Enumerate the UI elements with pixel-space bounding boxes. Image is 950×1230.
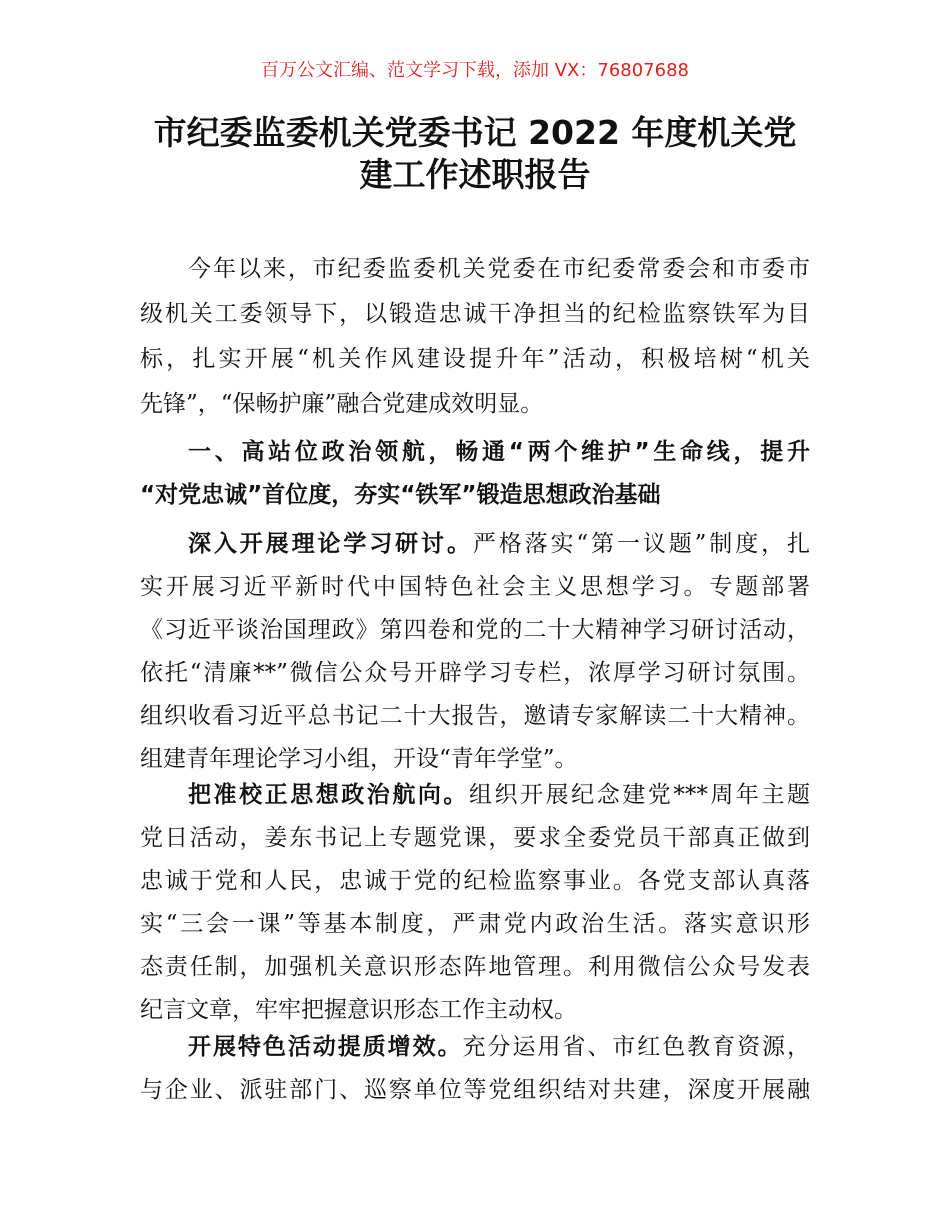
- text-line: 级机关工委领导下，以锻造忠诚干净担当的纪检监察铁军为目: [140, 301, 810, 327]
- text-line: 忠诚于党和人民，忠诚于党的纪检监察事业。各党支部认真落: [140, 868, 810, 894]
- watermark-banner: 百万公文汇编、范文学习下载，添加 VX：76807688: [261, 60, 689, 81]
- text-span: 严格落实“第一议题”制度，扎: [472, 531, 810, 557]
- title-line-2: 建工作述职报告: [359, 155, 591, 194]
- text-line: 实“三会一课”等基本制度，严肃党内政治生活。落实意识形: [140, 911, 810, 937]
- text-line: [140, 523, 810, 566]
- paragraph-lead: 开展特色活动提质增效。: [188, 1034, 463, 1060]
- text-line: 与企业、派驻部门、巡察单位等党组织结对共建，深度开展融: [140, 1077, 810, 1103]
- text-line: [140, 774, 810, 817]
- section-heading: [140, 431, 810, 517]
- text-line: 先锋”，“保畅护廉”融合党建成效明显。: [140, 391, 544, 417]
- text-line: 实开展习近平新时代中国特色社会主义思想学习。专题部署: [140, 574, 810, 600]
- text-span: 充分运用省、市红色教育资源，: [462, 1034, 811, 1060]
- heading-line: “对党忠诚”首位度，夯实“铁军”锻造思想政治基础: [140, 482, 661, 508]
- intro-paragraph: [140, 248, 810, 426]
- text-line: 组织收看习近平总书记二十大报告，邀请专家解读二十大精神。: [140, 703, 810, 729]
- text-line: 纪言文章，牢牢把握意识形态工作主动权。: [140, 997, 577, 1023]
- text-line: 党日活动，姜东书记上专题党课，要求全委党员干部真正做到: [140, 825, 810, 851]
- paragraph-political-direction: [140, 774, 810, 1032]
- heading-line: 一、高站位政治领航，畅通“两个维护”生命线，提升: [188, 439, 810, 465]
- paragraph-theory-study: [140, 523, 810, 781]
- paragraph-lead: 深入开展理论学习研讨。: [188, 531, 473, 557]
- text-line: 标，扎实开展“机关作风建设提升年”活动，积极培树“机关: [140, 346, 810, 372]
- title-line-1: 市纪委监委机关党委书记 2022 年度机关党: [153, 113, 797, 152]
- paragraph-special-activities: [140, 1026, 810, 1112]
- text-line: 组建青年理论学习小组，开设“青年学堂”。: [140, 746, 578, 772]
- text-span: 组织开展纪念建党***周年主题: [468, 782, 811, 808]
- text-line: 依托“清廉**”微信公众号开辟学习专栏，浓厚学习研讨氛围。: [140, 660, 810, 686]
- text-line: 态责任制，加强机关意识形态阵地管理。利用微信公众号发表: [140, 954, 810, 980]
- document-title: [120, 112, 830, 196]
- paragraph-lead: 把准校正思想政治航向。: [188, 782, 469, 808]
- text-line: [140, 1026, 810, 1069]
- text-line: 今年以来，市纪委监委机关党委在市纪委常委会和市委市: [188, 256, 810, 282]
- text-line: 《习近平谈治国理政》第四卷和党的二十大精神学习研讨活动，: [140, 617, 810, 643]
